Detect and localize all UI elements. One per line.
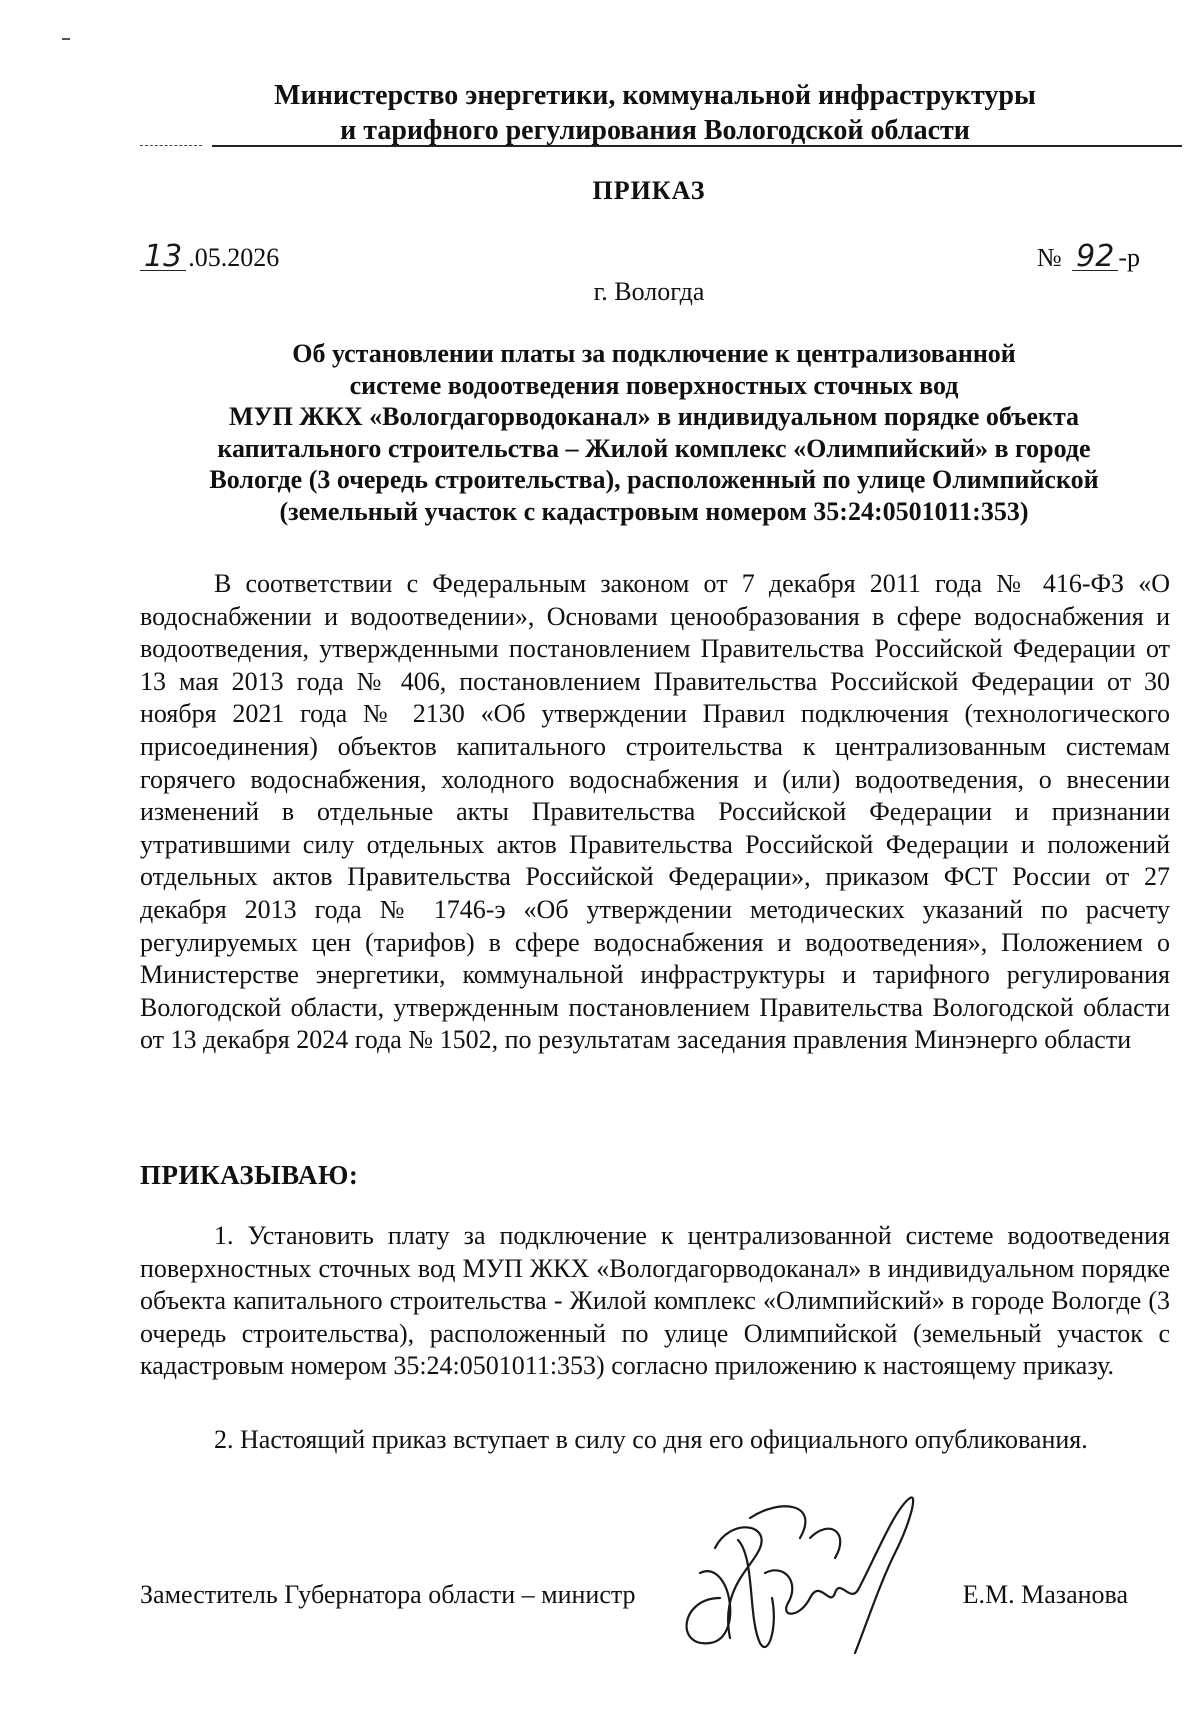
date-day-handwritten: 13 xyxy=(140,244,186,271)
number-suffix: -р xyxy=(1118,243,1140,272)
signatory-name: Е.М. Мазанова xyxy=(962,1580,1128,1609)
date-month-year: .05.2026 xyxy=(188,243,280,272)
order-city: г. Вологда xyxy=(593,277,705,306)
subject-line-1: Об установлении платы за подключение к централизованной xyxy=(292,339,1016,368)
order-item-1: 1. Установить плату за подключение к централизованной системе водоотведения поверхностных сточных вод МУП ЖКХ «Вологдагорводоканал» в индивидуальном порядке объекта капитального строительства - Жилой комплекс «Олимпийский» в городе Вологде (3 очередь строительства), расположенный по улице Олимпийской (земельный участок с кадастровым номером 35:24:0501011:353) согласно приложению к настоящему приказу. xyxy=(140,1221,1170,1381)
subject-line-4: капитального строительства – Жилой комплекс «Олимпийский» в городе xyxy=(217,433,1091,463)
order-number xyxy=(1036,239,1140,274)
handwritten-signature-icon xyxy=(660,1478,960,1678)
order-item-2: 2. Настоящий приказ вступает в силу со дня его официального опубликования. xyxy=(214,1425,1088,1454)
ministry-header xyxy=(180,78,1130,148)
subject-line-2: системе водоотведения поверхностных сточных вод xyxy=(349,370,959,400)
order-directive-word: ПРИКАЗЫВАЮ: xyxy=(140,1160,359,1190)
header-rule xyxy=(212,145,1182,147)
order-subject xyxy=(138,338,1170,527)
number-handwritten: 92 xyxy=(1072,244,1118,271)
order-date xyxy=(140,239,280,274)
subject-line-6: (земельный участок с кадастровым номером 35:24:0501011:353) xyxy=(279,496,1029,526)
number-prefix: № xyxy=(1036,243,1062,272)
subject-line-5: Вологде (3 очередь строительства), расположенный по улице Олимпийской xyxy=(209,465,1099,494)
header-rule-dashed xyxy=(140,145,202,146)
preamble-paragraph: В соответствии с Федеральным законом от 7 декабря 2011 года № 416-ФЗ «О водоснабжении и водоотведении», Основами ценообразования в сфере водоснабжения и водоотведения, утвержденными постановлением Правительства Российской Федерации от 13 мая 2013 года № 406, постановлением Правительства Российской Федерации от 30 ноября 2021 года № 2130 «Об утверждении Правил подключения (технологического присоединения) объектов капитального строительства к централизованным системам горячего водоснабжения, холодного водоснабжения и (или) водоотведения, о внесении изменений в отдельные акты Правительства Российской Федерации и признании утратившими силу отдельных актов Правительства Российской Федерации и положений отдельных актов Правительства Российской Федерации», приказом ФСТ России от 27 декабря 2013 года № 1746-э «Об утверждении методических указаний по расчету регулируемых цен (тарифов) в сфере водоснабжения и водоотведения», Положением о Министерстве энергетики, коммунальной инфраструктуры и тарифного регулирования Вологодской области, утвержденным постановлением Правительства Вологодской области от 13 декабря 2024 года № 1502, по результатам заседания правления Минэнерго области xyxy=(140,569,1170,1055)
subject-line-3: МУП ЖКХ «Вологдагорводоканал» в индивидуальном порядке объекта xyxy=(228,402,1080,431)
ministry-line-1: Министерство энергетики, коммунальной инфраструктуры xyxy=(274,80,1036,111)
ministry-line-2: и тарифного регулирования Вологодской области xyxy=(340,115,970,146)
order-title: ПРИКАЗ xyxy=(592,176,706,205)
signatory-role: Заместитель Губернатора области – министр xyxy=(140,1580,636,1609)
scan-mark xyxy=(62,38,70,40)
